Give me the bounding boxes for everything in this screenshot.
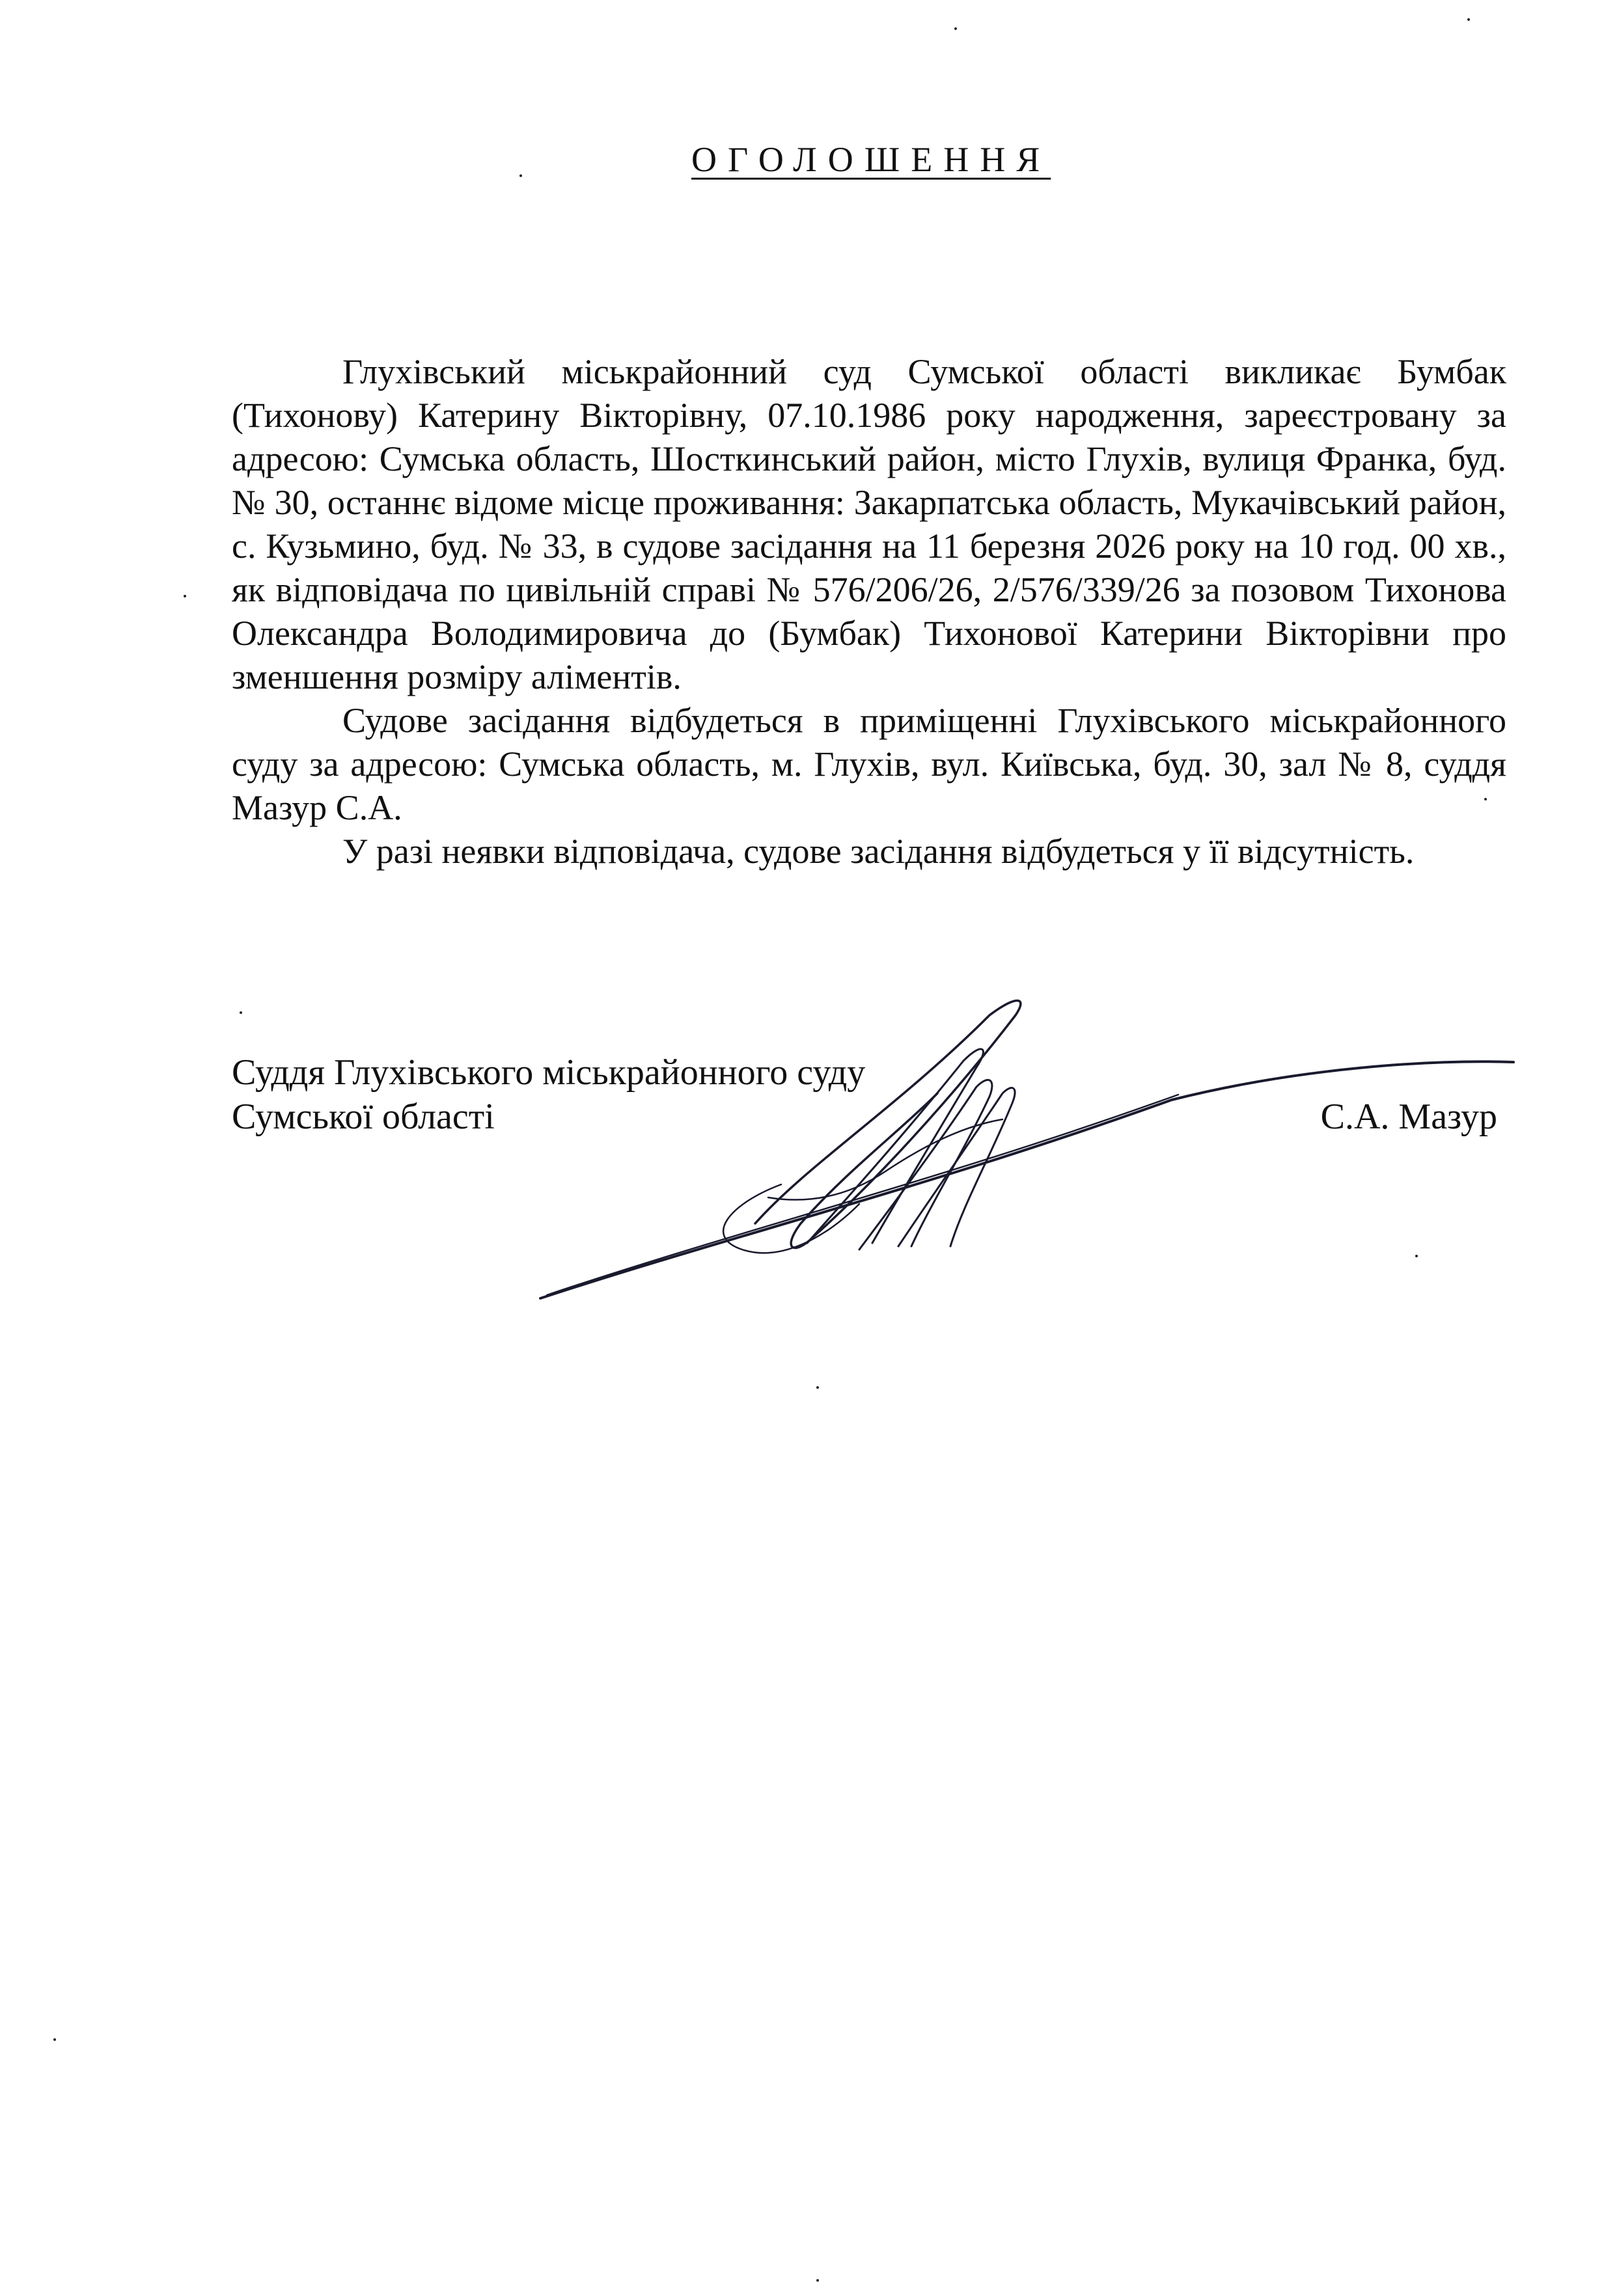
paragraph-summons: Глухівський міськрайонний суд Сумської області викликає Бумбак (Тихонову) Катерину Вікторівну, 07.10.1986 року народження, зареєстровану за адресою: Сумська область, Шосткинський район, місто Глухів, вулиця Франка, буд. № 30, останнє відоме місце проживання: Закарпатська область, Мукачівський район, с. Кузьмино, буд. № 33, в судове засідання на 11 березня 2026 року на 10 год. 00 хв., як відповідача по цивільній справі № 576/206/26, 2/576/339/26 за позовом Тихонова Олександра Володимировича до (Бумбак) Тихонової Катерини Вікторівни про зменшення розміру аліментів.: [232, 352, 1506, 696]
signature-position-line1: Суддя Глухівського міськрайонного суду: [232, 1052, 866, 1093]
scan-speck: [816, 2279, 819, 2282]
signature-position-line2: Сумської області: [232, 1097, 495, 1137]
scan-speck: [53, 2038, 56, 2041]
scan-speck: [184, 595, 186, 597]
scan-speck: [1467, 18, 1470, 21]
scan-speck: [240, 1011, 242, 1014]
handwritten-signature: [534, 989, 1523, 1315]
scan-speck: [519, 174, 522, 177]
signature-position: [232, 1050, 865, 1139]
scan-speck: [816, 1386, 819, 1389]
paragraph-venue: Судове засідання відбудеться в приміщенні Глухівського міськрайонного суду за адресою: Сумська область, м. Глухів, вул. Київська, буд. 30, зал № 8, суддя Мазур С.А.: [232, 701, 1506, 827]
signatory-name: С.А. Мазур: [1320, 1097, 1497, 1137]
paragraph-absence: У разі неявки відповідача, судове засідання відбудеться у її відсутність.: [342, 832, 1415, 871]
scan-speck: [1415, 1255, 1418, 1257]
document-title: ОГОЛОШЕННЯ: [691, 140, 1051, 179]
document-body: [232, 350, 1506, 873]
scan-speck: [954, 27, 957, 30]
scan-speck: [1484, 798, 1487, 800]
